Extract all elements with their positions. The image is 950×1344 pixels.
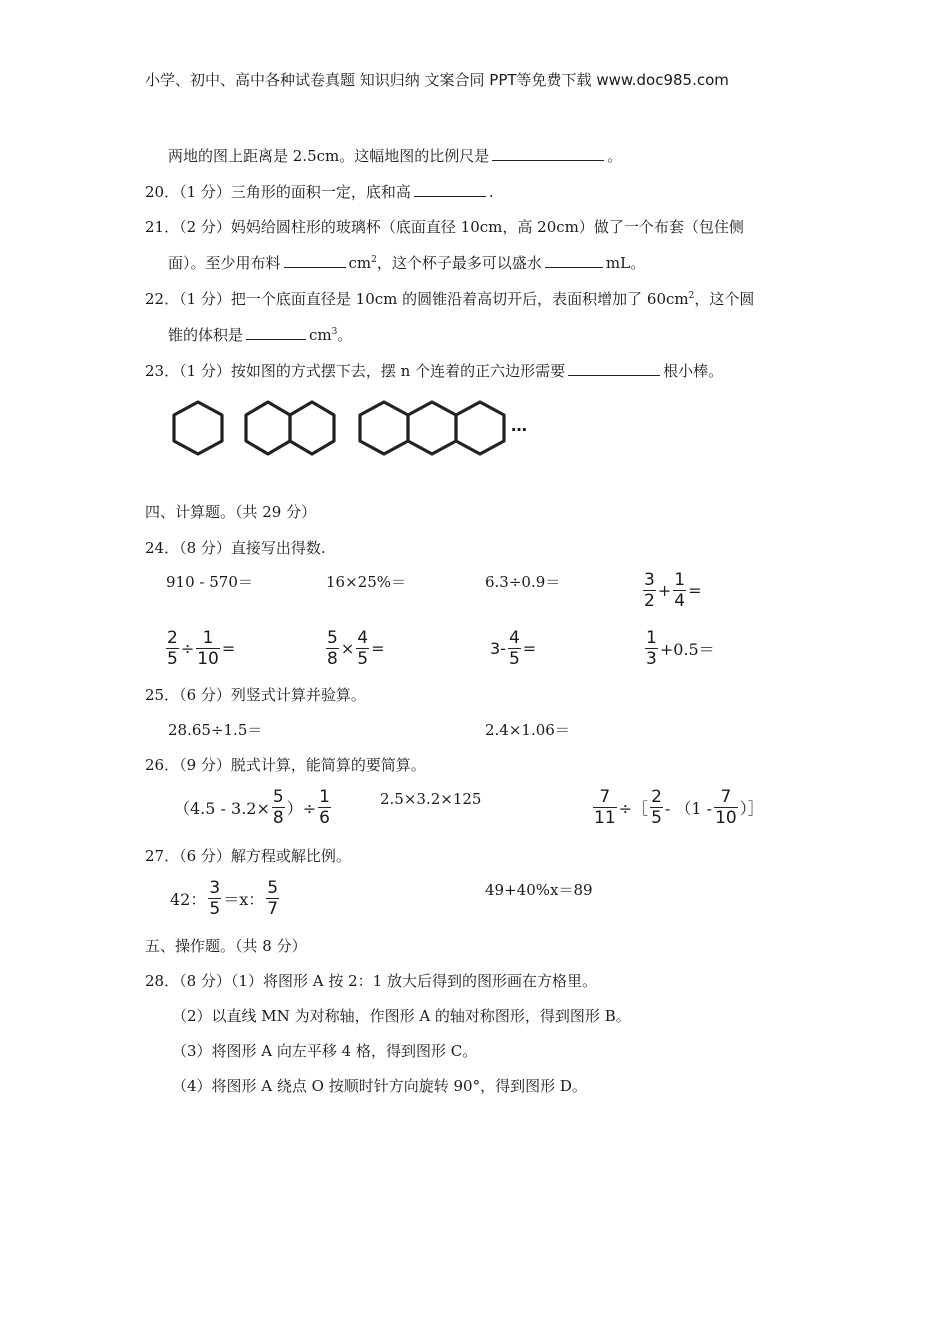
- hexagon-pattern-figure: [160, 392, 540, 464]
- question-24: [145, 538, 326, 558]
- operator: - （1 -: [664, 799, 713, 818]
- fraction: $\frac{2}{5}$: [167, 628, 178, 669]
- question-end: 根小棒。: [663, 362, 724, 380]
- equals: =: [688, 581, 702, 600]
- question-28-step1: [145, 971, 597, 991]
- question-26: [145, 755, 426, 775]
- fraction: $\frac{2}{5}$: [651, 787, 662, 828]
- question-text: （1 分）把一个底面直径是 10cm 的圆锥沿着高切开后，表面积增加了 60cm: [179, 290, 689, 308]
- question-number: 25．: [145, 686, 180, 704]
- answer-blank[interactable]: [492, 146, 604, 161]
- fraction: $\frac{1}{6}$: [319, 787, 330, 828]
- question-20: [145, 182, 494, 202]
- fraction: $\frac{7}{10}$: [715, 787, 737, 828]
- calc-26-expression-1: [172, 787, 331, 828]
- operand: 3-: [490, 639, 506, 658]
- q19-continuation: [168, 146, 622, 166]
- equals: =: [522, 639, 537, 658]
- question-text: （6 分）解方程或解比例。: [179, 847, 351, 865]
- question-21-line2: [168, 253, 645, 273]
- operand: （4.5 - 3.2×: [174, 799, 270, 818]
- question-end: .: [488, 183, 494, 201]
- operator: ×: [340, 639, 355, 658]
- question-22-line1: [145, 289, 754, 309]
- question-text: ，这个圆: [694, 290, 755, 308]
- question-text: 面）。至少用布料: [168, 254, 281, 272]
- fraction: $\frac{4}{5}$: [357, 628, 369, 669]
- answer-blank[interactable]: [414, 182, 486, 197]
- answer-blank[interactable]: [246, 325, 306, 340]
- calc-3-minus-4/5: [488, 628, 538, 669]
- q19-text: 两地的图上距离是 2.5cm。这幅地图的比例尺是: [168, 147, 490, 165]
- question-text: 锥的体积是: [168, 326, 244, 344]
- hexagon-2b: [290, 402, 334, 454]
- operator: ）］: [739, 799, 764, 818]
- question-number: 20．: [145, 183, 180, 201]
- answer-blank[interactable]: [545, 253, 603, 268]
- question-25: [145, 685, 366, 705]
- fraction: $\frac{3}{2}$: [644, 570, 655, 611]
- question-number: 24．: [145, 539, 180, 557]
- question-21-line1: [145, 217, 744, 237]
- page-header: 小学、初中、高中各种试卷真题 知识归纳 文案合同 PPT等免费下载 www.doc985.com: [145, 71, 729, 89]
- operand: +0.5＝: [659, 640, 715, 659]
- question-number: 27．: [145, 847, 180, 865]
- question-number: 23．: [145, 362, 180, 380]
- fraction: $\frac{5}{7}$: [267, 878, 279, 919]
- unit: cm: [348, 254, 372, 272]
- superscript: 2: [688, 291, 695, 301]
- question-28-step3: （3）将图形 A 向左平移 4 格，得到图形 C。: [172, 1042, 478, 1060]
- hexagon-3b: [408, 402, 456, 454]
- hexagon-2a: [246, 402, 290, 454]
- operator: ÷: [180, 639, 195, 658]
- operator: ）÷: [286, 799, 317, 818]
- calc-28.65-div-1.5: 28.65÷1.5＝: [168, 721, 263, 739]
- question-number: 22．: [145, 290, 180, 308]
- question-text: （8 分）（1）将图形 A 按 2：1 放大后得到的图形画在方格里。: [179, 972, 597, 990]
- question-text: （1 分）三角形的面积一定，底和高: [179, 183, 411, 201]
- fraction: $\frac{3}{5}$: [209, 878, 221, 919]
- fraction: $\frac{1}{4}$: [674, 570, 686, 611]
- superscript: 2: [371, 255, 377, 265]
- calc-26-expression-3: [593, 787, 766, 828]
- unit: mL。: [605, 254, 646, 272]
- fraction: $\frac{5}{8}$: [327, 628, 338, 669]
- question-27: [145, 846, 351, 866]
- proportion-42: [168, 878, 279, 919]
- calc-2.5x3.2x125: 2.5×3.2×125: [380, 790, 482, 808]
- calc-6.3-div-0.9: 6.3÷0.9＝: [485, 573, 561, 591]
- question-number: 21．: [145, 218, 180, 236]
- question-text: （6 分）列竖式计算并验算。: [179, 686, 366, 704]
- question-number: 26．: [145, 756, 180, 774]
- fraction: $\frac{1}{10}$: [197, 628, 219, 669]
- answer-blank[interactable]: [284, 253, 346, 268]
- fraction: $\frac{1}{3}$: [646, 628, 657, 669]
- fraction: $\frac{7}{11}$: [594, 787, 616, 828]
- question-end: 。: [337, 326, 353, 344]
- question-text: ，这个杯子最多可以盛水: [376, 254, 542, 272]
- question-22-line2: [168, 325, 352, 345]
- question-number: 28．: [145, 972, 180, 990]
- hexagon-3a: [360, 402, 408, 454]
- equation-49: 49+40%x＝89: [485, 881, 593, 899]
- calc-2.4x1.06: 2.4×1.06＝: [485, 721, 570, 739]
- calc-910-570: 910 - 570＝: [166, 573, 253, 591]
- hexagon-1: [174, 402, 222, 454]
- q19-end: 。: [607, 147, 623, 165]
- question-28-step4: （4）将图形 A 绕点 O 按顺时针方向旋转 90°，得到图形 D。: [172, 1077, 587, 1095]
- superscript: 3: [331, 327, 338, 337]
- question-text: （9 分）脱式计算，能简算的要简算。: [179, 756, 426, 774]
- answer-blank[interactable]: [568, 361, 660, 376]
- fraction: $\frac{5}{8}$: [272, 787, 284, 828]
- question-text: （8 分）直接写出得数.: [179, 539, 326, 557]
- unit: cm: [309, 326, 332, 344]
- operator: ＝x：: [223, 890, 265, 909]
- ellipsis: …: [511, 416, 527, 435]
- section-4-title: 四、计算题。（共 29 分）: [145, 503, 317, 521]
- calc-3/2-plus-1/4: [643, 570, 703, 611]
- hexagon-3c: [456, 402, 504, 454]
- calc-2/5-div-1/10: [166, 628, 237, 669]
- question-28-step2: （2）以直线 MN 为对称轴，作图形 A 的轴对称图形，得到图形 B。: [172, 1007, 631, 1025]
- calc-16x25: 16×25%＝: [326, 573, 406, 591]
- question-text: （2 分）妈妈给圆柱形的玻璃杯（底面直径 10cm，高 20cm）做了一个布套（包住侧: [179, 218, 744, 236]
- equals: =: [371, 639, 385, 658]
- calc-5/8-times-4/5: [326, 628, 386, 669]
- operator: +: [657, 581, 672, 600]
- question-text: （1 分）按如图的方式摆下去，摆 n 个连着的正六边形需要: [179, 362, 566, 380]
- operand: 42：: [170, 890, 207, 909]
- calc-1/3-plus-0.5: [645, 628, 717, 669]
- equals: =: [221, 639, 236, 658]
- fraction: $\frac{4}{5}$: [508, 628, 520, 669]
- question-23: [145, 361, 723, 381]
- operator: ÷［: [618, 799, 649, 818]
- section-5-title: 五、操作题。（共 8 分）: [145, 937, 307, 955]
